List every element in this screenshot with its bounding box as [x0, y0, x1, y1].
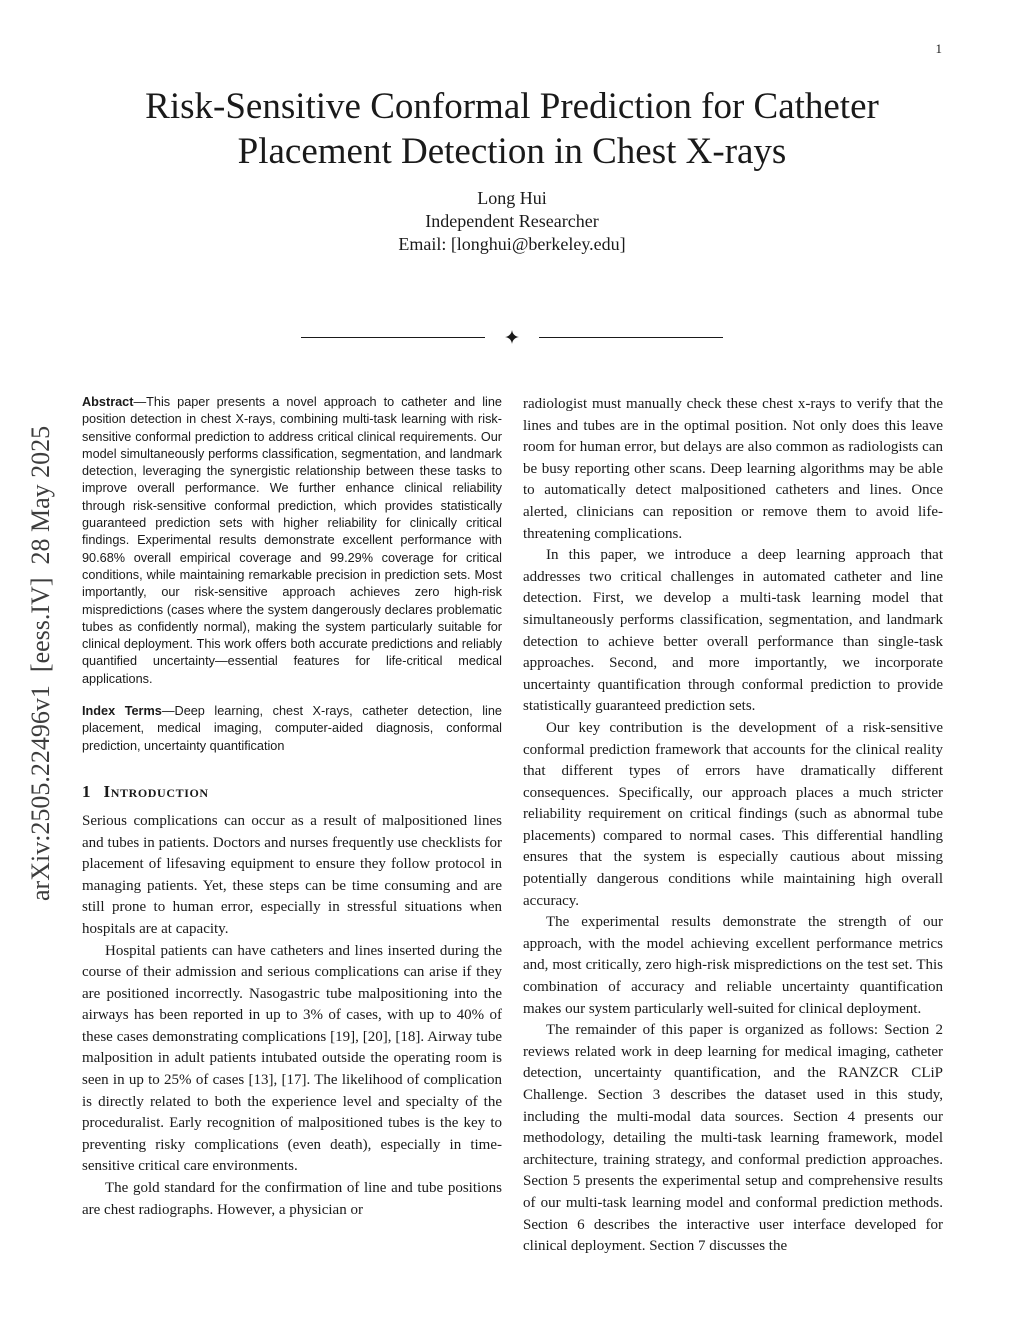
body-paragraph: The experimental results demonstrate the strength of our approach, with the model achieving excellent performance metrics and, most critically, zero high-risk mispredictions on the test set. This combination of accuracy and reliable uncertainty quantification makes our system particularly well-suited for clinical deployment. — [523, 914, 943, 1017]
page-number: 1 — [935, 41, 942, 56]
title-separator — [0, 330, 1024, 344]
separator-line-left — [301, 337, 485, 338]
four-pointed-star-icon — [505, 330, 519, 344]
title-block — [0, 84, 1024, 256]
abstract-paragraph — [82, 394, 502, 688]
index-terms-label: Index Terms — [82, 704, 162, 719]
body-paragraph: The remainder of this paper is organized as follows: Section 2 reviews related work in deep learning for medical imaging, catheter detection, uncertainty quantification, and the RANZCR CLiP Challenge. Section 3 describes the dataset used in this study, including the multi-modal data sources. Section 4 presents our methodology, detailing the multi-task learning framework, model architecture, training strategy, and conformal prediction approaches. Section 5 presents the experimental setup and comprehensive results of our multi-task learning model and conformal prediction methods. Section 6 describes the interactive user interface developed for clinical deployment. Section 7 discusses the — [523, 1022, 943, 1255]
two-column-body — [82, 394, 943, 1258]
author-affiliation: Independent Researcher — [425, 211, 599, 231]
section-1-number: 1 — [82, 781, 91, 801]
author-email: Email: [longhui@berkeley.edu] — [398, 234, 626, 254]
body-paragraph: The gold standard for the confirmation of line and tube positions are chest radiographs. However, a physician or — [82, 1180, 502, 1218]
page-title-line-2: Placement Detection in Chest X-rays — [237, 131, 787, 172]
index-terms-paragraph — [82, 703, 502, 755]
body-paragraph: radiologist must manually check these chest x-rays to verify that the lines and tubes are in the optimal position. Not only does this leave room for human error, but delays are also common as radiologists can be busy reporting other scans. Deep learning algorithms may be able to automatically detect malpositioned catheters and lines. Once alerted, clinicians can reposition or remove them to avoid life-threatening complications. — [523, 396, 943, 542]
left-column — [82, 394, 502, 1258]
right-column — [523, 394, 943, 1258]
body-paragraph: In this paper, we introduce a deep learning approach that addresses two critical challenges in automated catheter and line detection. First, we develop a multi-task learning model that simultaneously performs classification, segmentation, and landmark detection to achieve better overall performance than single-task approaches. Second, and more importantly, we incorporate uncertainty quantification through conformal prediction to provide statistically guaranteed prediction sets. — [523, 547, 943, 715]
abstract-label: Abstract — [82, 395, 134, 409]
body-paragraph: Serious complications can occur as a result of malpositioned lines and tubes in patients. Doctors and nurses frequently use checklists for placement of lifesaving equipment to ensure they follow protocol in managing patients. Yet, these steps can be time consuming and are still prone to human error, especially in stressful situations when hospitals are at capacity. — [82, 812, 502, 937]
author-block — [0, 187, 1024, 256]
page-title-line-1: Risk-Sensitive Conformal Prediction for Catheter — [145, 86, 879, 127]
separator-line-right — [539, 337, 723, 338]
body-paragraph: Hospital patients can have catheters and lines inserted during the course of their admission and serious complications can arise if they are positioned incorrectly. Nasogastric tube malpositioning into the airways has been reported in up to 3% of cases, with up to 40% of these cases demonstrating complications [19], [20], [18]. Airway tube malposition in adult patients intubated outside the operating room is seen in up to 25% of cases [13], [17]. The likelihood of complication is directly related to both the experience level and specialty of the proceduralist. Early recognition of malpositioned tubes is the key to preventing risky complications (even death), especially in time-sensitive critical care environments. — [82, 942, 502, 1175]
abstract-text: —This paper presents a novel approach to catheter and line position detection in chest X-rays, combining multi-task learning with risk-sensitive conformal prediction to address critical clinical requirements. Our model simultaneously performs classification, segmentation, and landmark detection, leveraging the synergistic relationship between these tasks to improve overall performance. We further enhance clinical reliability through risk-sensitive conformal prediction, which provides statistically guaranteed prediction sets with higher reliability for clinically critical findings. Experimental results demonstrate excellent performance with 90.68% overall empirical coverage and 99.29% coverage for critical conditions, while maintaining remarkable precision in prediction sets. Most importantly, our risk-sensitive approach achieves zero high-risk mispredictions (cases where the system dangerously declares problematic tubes as confidently normal), making the system particularly suitable for clinical deployment. This work offers both accurate predictions and reliably quantified uncertainty—essential features for life-critical medical applications. — [82, 395, 502, 686]
section-1-title: Introduction — [103, 781, 209, 801]
index-terms-text: —Deep learning, chest X-rays, catheter detection, line placement, medical imaging, computer-aided diagnosis, conformal prediction, uncertainty quantification — [82, 704, 502, 753]
section-1-heading — [82, 782, 502, 802]
arxiv-watermark: arXiv:2505.22496v1 [eess.IV] 28 May 2025 — [26, 425, 55, 901]
body-paragraph: Our key contribution is the development of a risk-sensitive conformal prediction framework that accounts for the clinical reality that different types of errors have dramatically different consequences. Specifically, our approach places a much stricter reliability requirement on critical findings (such as abnormal tube placements) compared to normal cases. This differential handling ensures that the system is especially cautious about missing potentially dangerous conditions while maintaining high overall accuracy. — [523, 719, 943, 909]
author-name: Long Hui — [477, 188, 547, 208]
